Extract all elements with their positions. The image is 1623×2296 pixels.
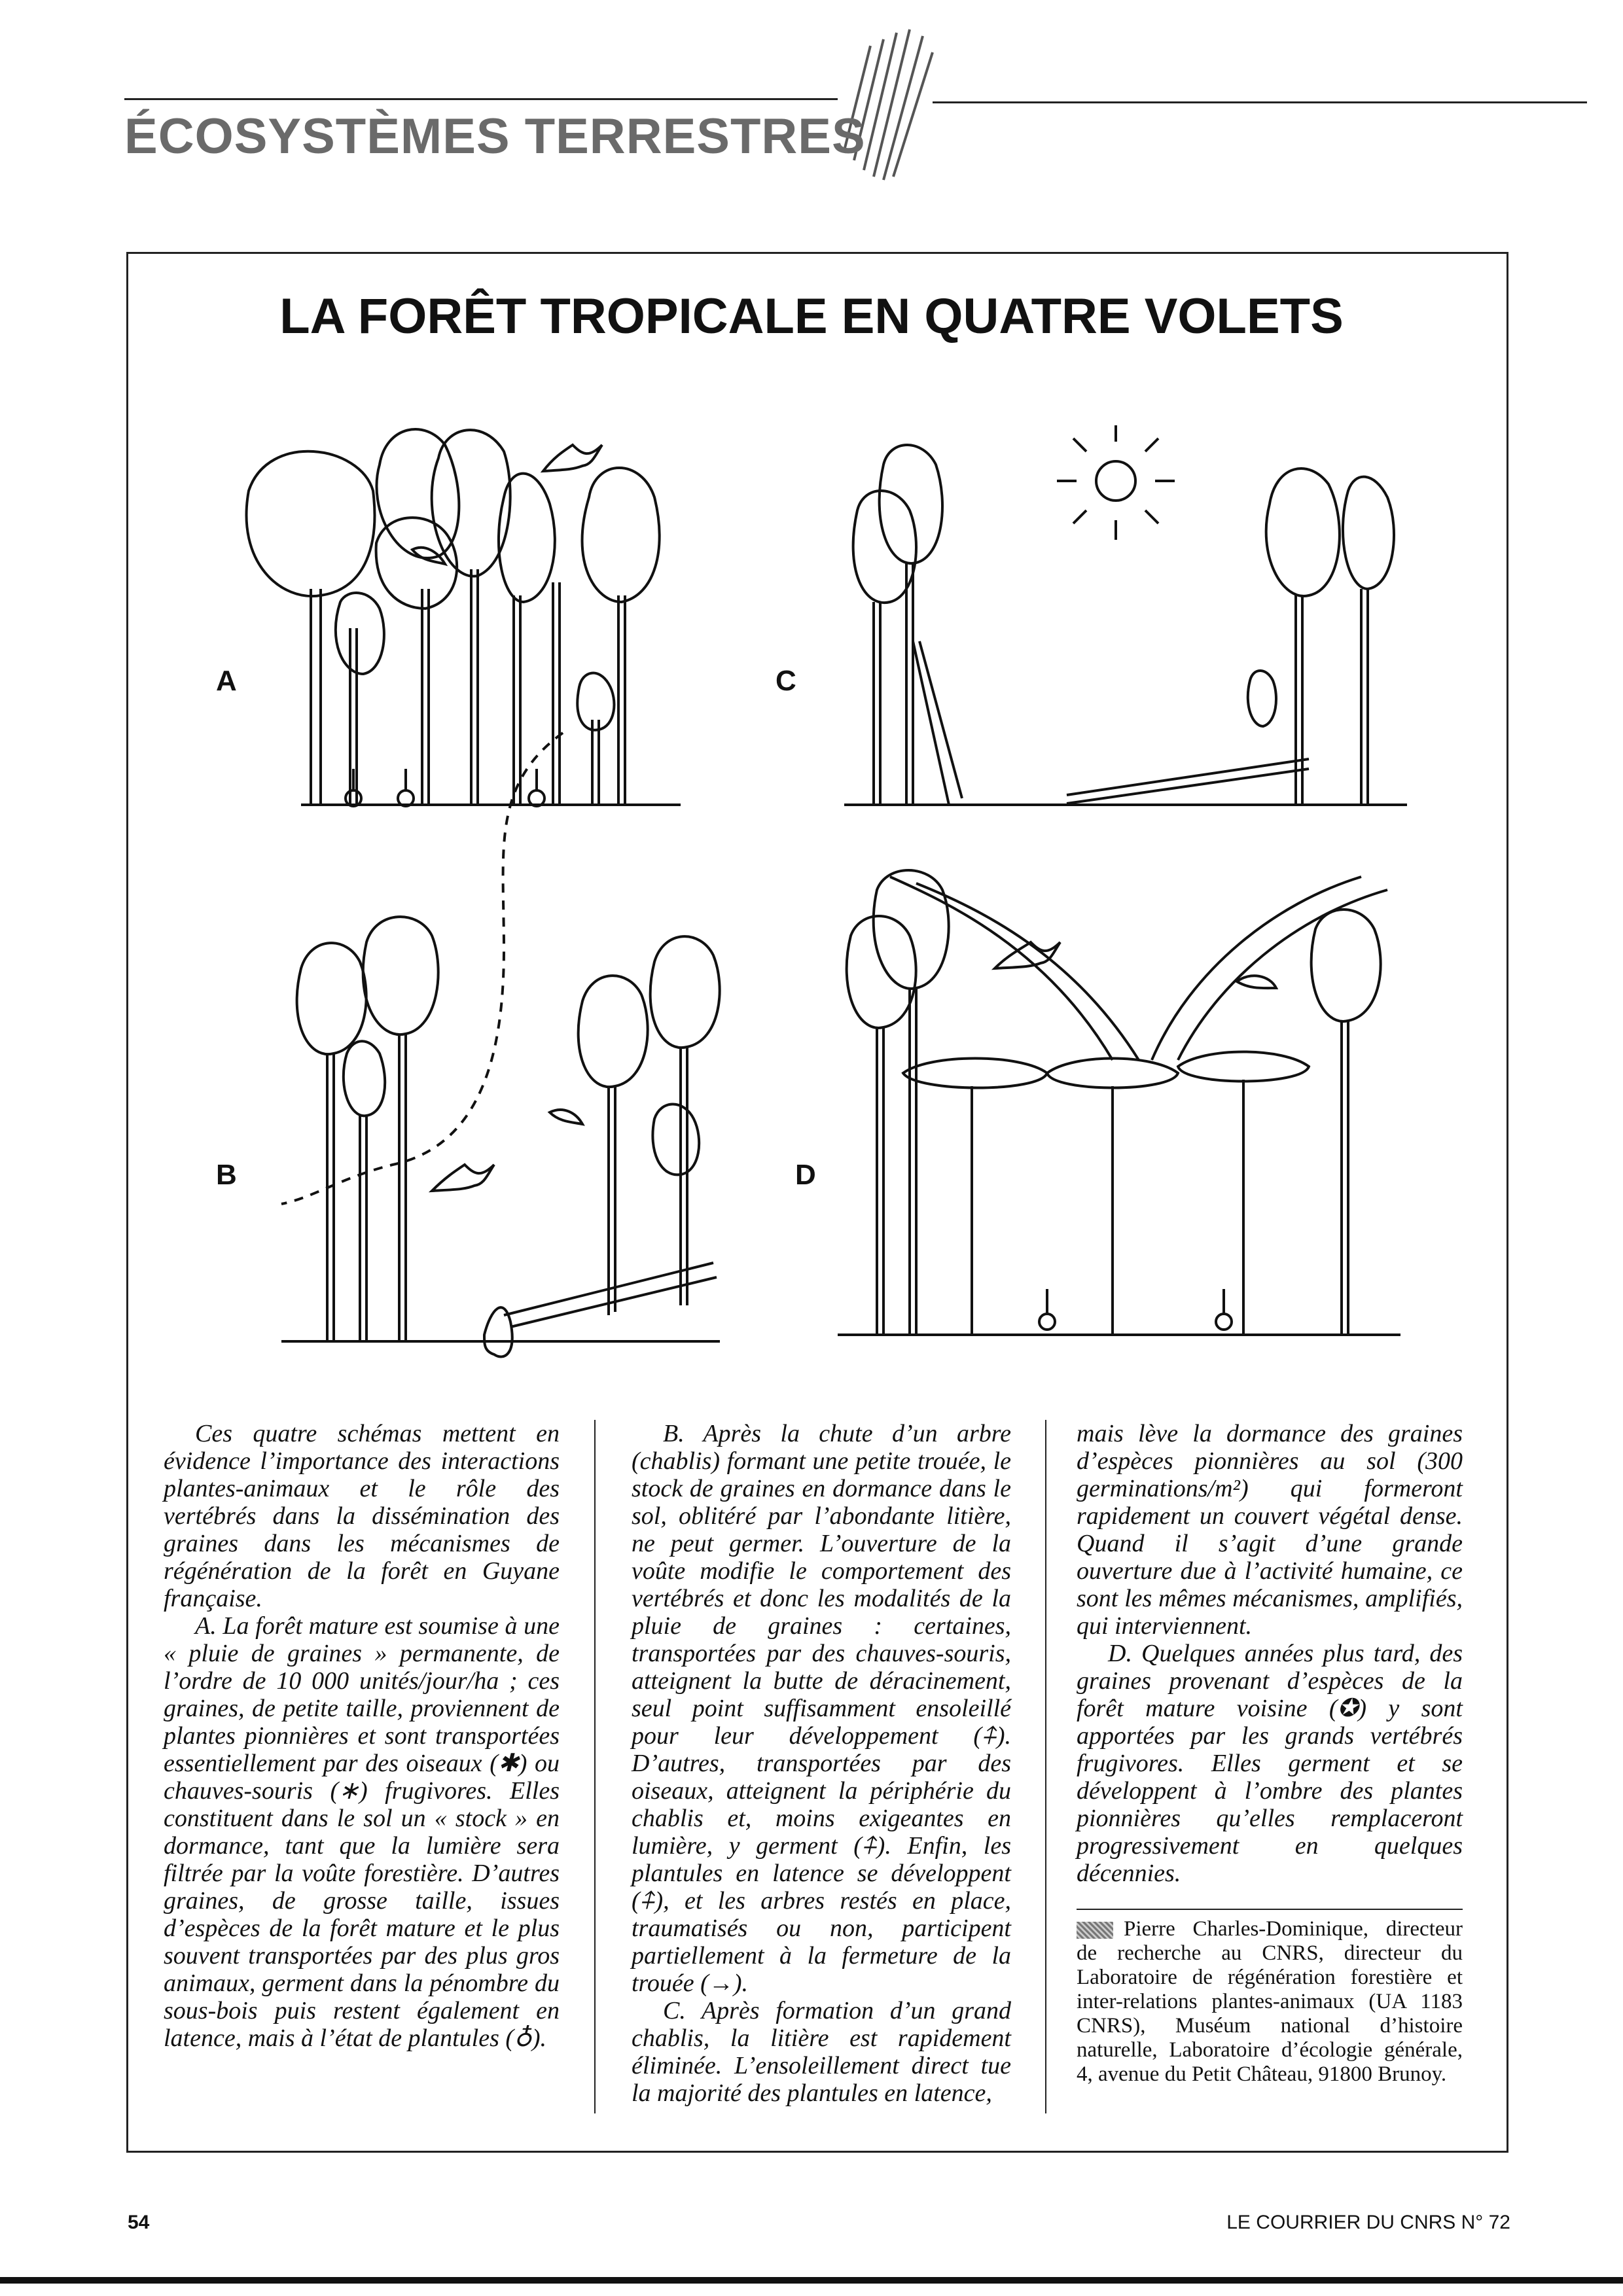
panel-b-drawing xyxy=(281,733,720,1356)
header-rule-left xyxy=(124,98,838,100)
text-column-1 xyxy=(164,1420,560,2052)
credit-rule xyxy=(1077,1909,1463,1910)
section-header: ÉCOSYSTÈMES TERRESTRES xyxy=(124,109,866,164)
column-divider xyxy=(594,1420,596,2113)
paragraph-c: C. Après formation d’un grand chablis, la litière est rapidement éliminée. L’ensoleillement direct tue la majorité des plantules en latence, xyxy=(632,1997,1011,2107)
forest-regeneration-diagram xyxy=(196,393,1440,1387)
panel-d-drawing xyxy=(838,870,1400,1335)
panel-c-drawing xyxy=(844,425,1407,805)
paragraph-c-continued: mais lève la dormance des graines d’espèces pionnières au sol (300 germinations/m²) qui formeront rapidement un couvert végétal dense. Quand il s’agit d’une grande ouverture due à l’activité humaine, ce sont les mêmes mécanismes, amplifiés, qui interviennent. xyxy=(1077,1420,1463,1640)
page-number: 54 xyxy=(128,2212,150,2233)
column-divider xyxy=(1045,1420,1046,2113)
article-title: LA FORÊT TROPICALE EN QUATRE VOLETS xyxy=(279,289,1344,344)
panel-label-a: A xyxy=(216,665,237,697)
panel-a-drawing xyxy=(247,429,681,806)
panel-label-d: D xyxy=(795,1159,816,1191)
panel-label-c: C xyxy=(776,665,796,697)
bottom-rule xyxy=(0,2277,1623,2284)
paragraph-intro: Ces quatre schémas mettent en évidence l’importance des interactions plantes-animaux et le rôle des vertébrés dans la dissémination des graines dans les mécanismes de régénération de la forêt en Guyane française. xyxy=(164,1420,560,1612)
text-column-3 xyxy=(1077,1420,1463,1887)
paragraph-d: D. Quelques années plus tard, des graines provenant d’espèces de la forêt mature voisine (✪) y sont apportées par les grands vertébrés frugivores. Elles germent et se développent à l’ombre des plantes pionnières qu’elles remplaceront progressivement en quelques décennies. xyxy=(1077,1640,1463,1887)
journal-name: LE COURRIER DU CNRS N° 72 xyxy=(1226,2212,1510,2233)
panel-label-b: B xyxy=(216,1159,237,1191)
paragraph-b: B. Après la chute d’un arbre (chablis) formant une petite trouée, le stock de graines en dormance dans le sol, oblitéré par l’abondante litière, ne peut germer. L’ouverture de la voûte modifie le comportement des vertébrés et donc les modalités de la pluie de graines : certaines, transportées par des chauves-souris, atteignent la butte de déracinement, seul point suffisamment ensoleillé pour leur développement (⍏). D’autres, transportées par des oiseaux, atteignent la périphérie du chablis et, moins exigeantes en lumière, y germent (⍏). Enfin, les plantules en latence se développent (⍏), et les arbres restés en place, traumatisés ou non, participent partiellement à la fermeture de la trouée (→). xyxy=(632,1420,1011,1997)
author-credit-text: Pierre Charles-Dominique, directeur de recherche au CNRS, directeur du Laboratoire de régénération forestière et inter-relations plantes-animaux (UA 1183 CNRS), Muséum national d’histoire naturelle, Laboratoire d’écologie générale, 4, avenue du Petit Château, 91800 Brunoy. xyxy=(1077,1917,1463,2086)
header-rule-right xyxy=(933,101,1587,103)
text-column-2 xyxy=(632,1420,1011,2107)
paragraph-a: A. La forêt mature est soumise à une « pluie de graines » permanente, de l’ordre de 10 000 unités/jour/ha ; ces graines, de petite taille, proviennent de plantes pionnières et sont transportées essentiellement par des oiseaux (✱) ou chauves-souris (∗) frugivores. Elles constituent dans le sol un « stock » en dormance, tant que la lumière sera filtrée par la voûte forestière. D’autres graines, de grosse taille, issues d’espèces de la forêt mature et le plus souvent transportées par des plus gros animaux, germent dans la pénombre du sous-bois puis restent également en latence, mais à l’état de plantules (♁). xyxy=(164,1612,560,2052)
credit-marker-icon xyxy=(1077,1922,1113,1939)
author-credit xyxy=(1077,1917,1463,2087)
